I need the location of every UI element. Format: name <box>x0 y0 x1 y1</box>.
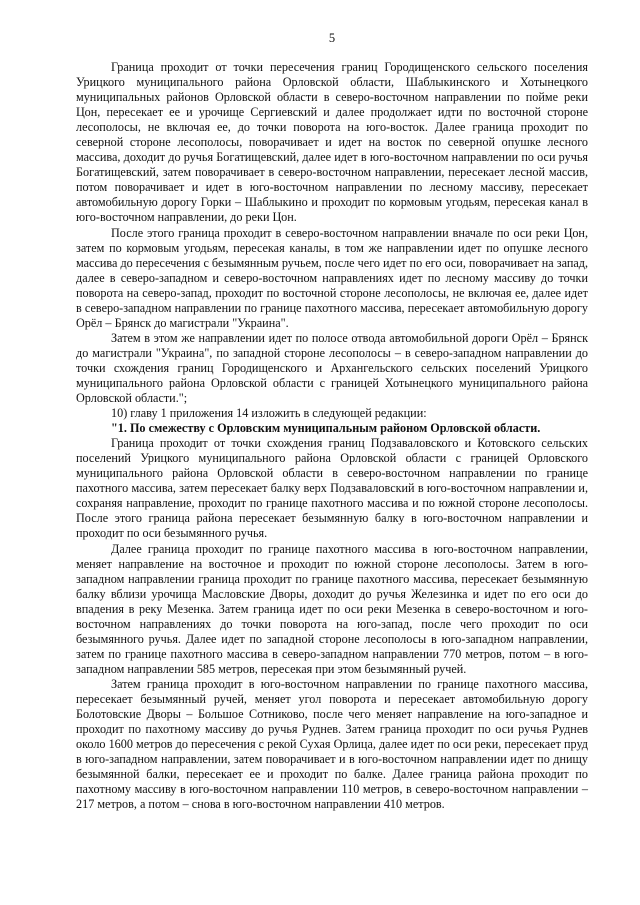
paragraph-6: Далее граница проходит по границе пахотного массива в юго-восточном направлении, меняет направление на восточное и проходит по южной стороне лесополосы. Затем в юго-западном направлении граница проходит по границе пахотного массива, пересекает безымянную балку вблизи урочища Масловские Дворы, доходит до ручья Железинка и идет по его оси до впадения в реку Мезенка. Затем граница идет по оси реки Мезенка в северо-восточном и юго-восточном направлениях до точки поворота на юго-запад, после чего проходит по оси безымянного ручья. Далее идет по западной стороне лесополосы в юго-западном направлении, затем по границе пахотного массива в северо-западном направлении 770 метров, потом – в юго-западном направлении 585 метров, пересекая при этом безымянный ручей. <box>76 541 588 676</box>
paragraph-2: После этого граница проходит в северо-восточном направлении вначале по оси реки Цон, затем по кормовым угодьям, пересекая каналы, в том же направлении идет по опушке лесного массива до пересечения с безымянным ручьем, после чего идет по его оси, поворачивает на запад, далее в северо-западном и северо-восточном направлениях идет по лесному массиву до точки поворота на северо-запад, проходит по восточной стороне лесополосы, не включая ее, далее идет в северо-западном направлении по границе пахотного массива, пересекает автомобильную дорогу Орёл – Брянск до магистрали "Украина". <box>76 225 588 330</box>
section-heading: "1. По смежеству с Орловским муниципальным районом Орловской области. <box>111 421 541 436</box>
paragraph-7: Затем граница проходит в юго-восточном направлении по границе пахотного массива, пересекает безымянный ручей, меняет угол поворота и пересекает автомобильную дорогу Болотовские Дворы – Большое Сотниково, после чего меняет направление на юго-западное и проходит по пахотному массиву до ручья Руднев. Затем граница проходит по оси ручья Руднев около 1600 метров до пересечения с рекой Сухая Орлица, далее идет по оси реки, пересекает пруд в юго-западном направлении, затем поворачивает и в юго-восточном направлении идет по днищу безымянной балки, пересекает ее и проходит по балке. Далее граница района проходит по пахотному массиву в юго-восточном направлении 110 метров, в северо-восточном направлении – 217 метров, а потом – снова в юго-восточном направлении 410 метров. <box>76 676 588 812</box>
paragraph-3: Затем в этом же направлении идет по полосе отвода автомобильной дороги Орёл – Брянск до магистрали "Украина", по западной стороне лесополосы – в северо-западном направлении до точки схождения границ Городищенского и Архангельского сельских поселений Урицкого муниципального района Орловской области с границей Хотынецкого муниципального района Орловской области."; <box>76 330 588 406</box>
page-number: 5 <box>328 31 336 45</box>
paragraph-5: Граница проходит от точки схождения границ Подзаваловского и Котовского сельских поселений Урицкого муниципального района Орловской области с границей Орловского муниципального района Орловской области в северо-восточном направлении по границе пахотного массива, затем пересекает балку верх Подзаваловский в юго-восточном направлении и, сохраняя направление, проходит по границе пахотного массива и по южной стороне лесополосы. После этого граница района пересекает безымянную балку в юго-восточном направлении и проходит по оси безымянного ручья. <box>76 436 588 541</box>
document-page <box>76 30 588 812</box>
paragraph-4: 10) главу 1 приложения 14 изложить в следующей редакции: <box>111 406 427 421</box>
paragraph-1: Граница проходит от точки пересечения границ Городищенского сельского поселения Урицкого муниципального района Орловской области, Шаблыкинского и Хотынецкого муниципальных районов Орловской области в северо-восточном направлении по пойме реки Цон, пересекает ее и урочище Сергиевский и далее продолжает идти по восточной стороне лесополосы, не включая ее, до точки поворота на юго-восток. Далее граница проходит по северной стороне лесополосы, поворачивает и идет на восток по северной опушке лесного массива, доходит до ручья Богатищевский, далее идет в юго-восточном направлении по оси ручья Богатищевский, затем поворачивает в северо-восточном направлении, пересекает лесной массив, потом поворачивает и идет в юго-восточном направлении по лесному массиву, пересекает автомобильную дорогу Горки – Шаблыкино и проходит по кормовым угодьям, пересекая канал в юго-восточном направлении, до реки Цон. <box>76 60 588 225</box>
